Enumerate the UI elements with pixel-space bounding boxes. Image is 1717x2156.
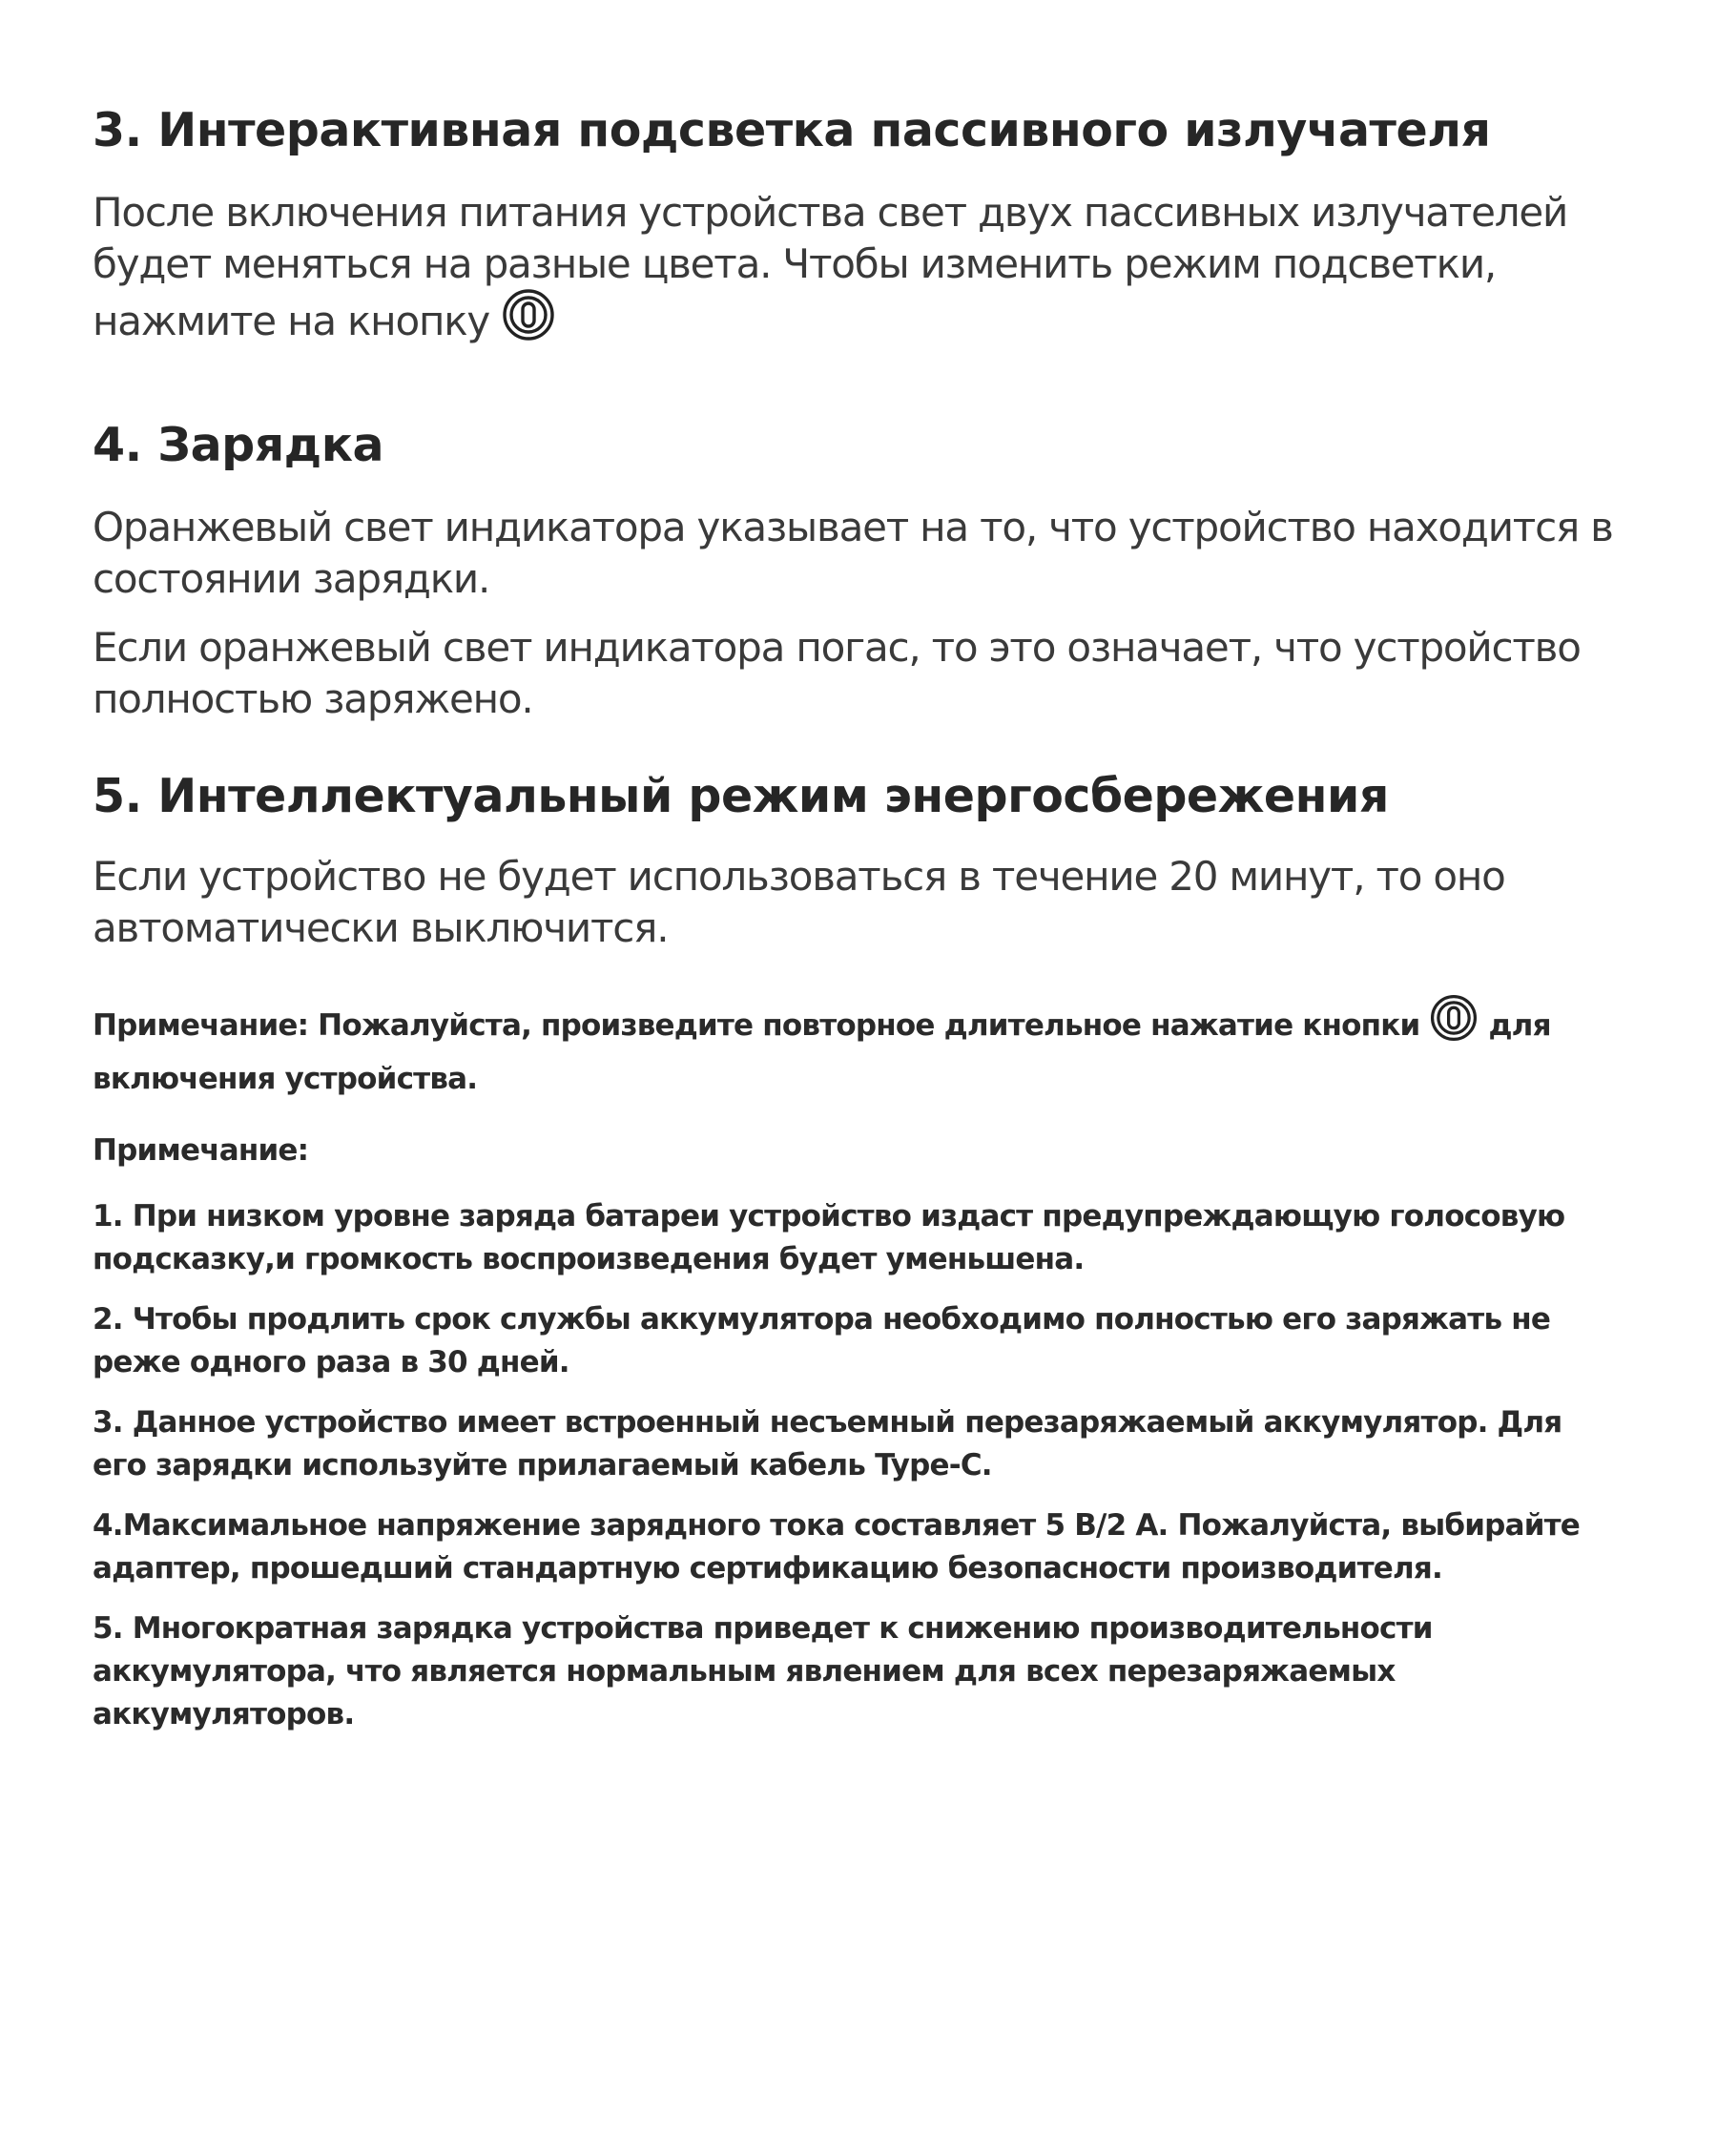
note-item-2 [93, 1298, 1550, 1384]
section-5-line-1: Если устройство не будет использоваться в течение 20 минут, то оно [93, 853, 1505, 900]
section-5-title: 5. Интеллектуальный режим энергосбережения [93, 769, 1389, 823]
section-4-paragraph-2 [93, 622, 1581, 725]
note-item-4-line-1: 4.Максимальное напряжение зарядного тока составляет 5 В/2 А. Пожалуйста, выбирайте [93, 1508, 1581, 1543]
power-on-note-line-2: включения устройства. [93, 1062, 478, 1096]
power-on-note-after: для [1488, 1008, 1551, 1043]
section-4-p2-line-1: Если оранжевый свет индикатора погас, то это означает, что устройство [93, 624, 1581, 671]
note-item-2-line-2: реже одного раза в 30 дней. [93, 1345, 569, 1379]
note-item-1-line-1: 1. При низком уровне заряда батареи устройство издаст предупреждающую голосовую [93, 1199, 1565, 1233]
section-4-p1-line-2: состоянии зарядки. [93, 555, 490, 602]
section-3-text [93, 187, 1567, 358]
power-on-note [93, 996, 1551, 1101]
section-5-line-2: автоматически выключится. [93, 904, 669, 951]
section-3-line-2: будет меняться на разные цвета. Чтобы изменить режим подсветки, [93, 240, 1497, 287]
section-5-text [93, 851, 1505, 954]
power-on-note-text: Примечание: Пожалуйста, произведите повторное длительное нажатие кнопки [93, 1008, 1420, 1043]
note-item-1 [93, 1195, 1564, 1281]
section-4-paragraph-1 [93, 502, 1613, 605]
section-4-p2-line-2: полностью заряжено. [93, 675, 533, 722]
section-3-line-3-text: нажмите на кнопку [93, 298, 490, 344]
section-3-line-3 [93, 290, 1567, 358]
note-item-5-line-1: 5. Многократная зарядка устройства приведет к снижению производительности [93, 1611, 1433, 1646]
note-item-3-line-1: 3. Данное устройство имеет встроенный несъемный перезаряжаемый аккумулятор. Для [93, 1405, 1562, 1440]
notes-heading: Примечание: [93, 1133, 309, 1168]
section-4-title: 4. Зарядка [93, 418, 384, 472]
note-item-2-line-1: 2. Чтобы продлить срок службы аккумулятора необходимо полностью его заряжать не [93, 1302, 1551, 1337]
power-button-icon [501, 287, 556, 355]
note-item-5-line-2: аккумулятора, что является нормальным явлением для всех перезаряжаемых [93, 1654, 1396, 1689]
section-3-title: 3. Интерактивная подсветка пассивного излучателя [93, 103, 1491, 157]
note-item-5 [93, 1607, 1433, 1736]
note-item-4 [93, 1504, 1580, 1590]
note-item-5-line-3: аккумуляторов. [93, 1697, 355, 1731]
section-4-p1-line-1: Оранжевый свет индикатора указывает на то, что устройство находится в [93, 504, 1613, 550]
power-button-icon [1429, 993, 1479, 1055]
section-3-line-1: После включения питания устройства свет двух пассивных излучателей [93, 189, 1568, 236]
note-item-3-line-2: его зарядки используйте прилагаемый кабель Type-C. [93, 1448, 992, 1482]
power-on-note-line-1 [93, 996, 1551, 1058]
note-item-3 [93, 1401, 1562, 1487]
note-item-1-line-2: подсказку,и громкость воспроизведения будет уменьшена. [93, 1242, 1085, 1276]
note-item-4-line-2: адаптер, прошедший стандартную сертификацию безопасности производителя. [93, 1551, 1442, 1586]
